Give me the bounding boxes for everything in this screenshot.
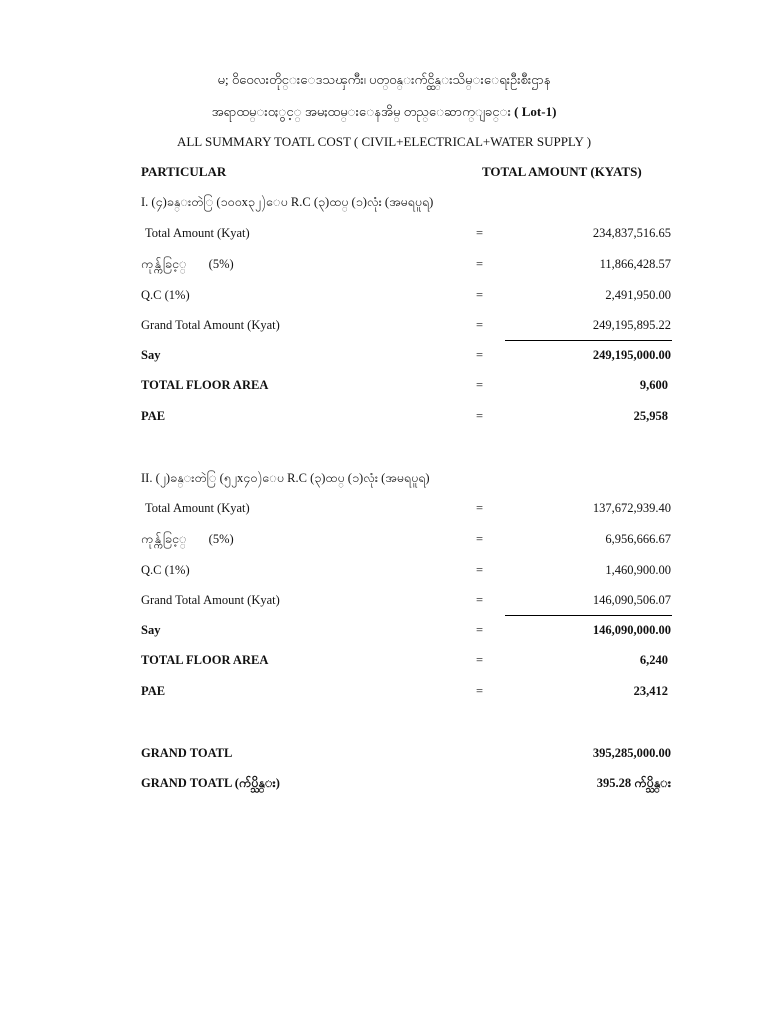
equals-sign: = (476, 226, 484, 240)
equals-sign: = (476, 532, 484, 546)
section-2-grand-total-value: 146,090,506.07 (592, 593, 671, 607)
equals-sign: = (476, 623, 484, 637)
sum-underline (505, 615, 672, 616)
section-1-floor-area-label: TOTAL FLOOR AREA (141, 378, 269, 392)
section-1-pae-value: 25,958 (633, 409, 668, 423)
contingency-percent: (5%) (208, 257, 234, 271)
equals-sign: = (476, 378, 484, 392)
section-1-grand-total-value: 249,195,895.22 (592, 318, 671, 332)
equals-sign: = (476, 563, 484, 577)
document-title-line2 (0, 104, 768, 123)
section-1-qc-value: 2,491,950.00 (605, 288, 671, 302)
section-2-total-amount-value: 137,672,939.40 (592, 501, 671, 515)
section-1-total-amount-label: Total Amount (Kyat) (145, 226, 250, 240)
section-2-heading: II. (၂)ခန္းတဲြ (၅၂x၄၀)ေပ R.C (၃)ထပ္ (၁)လုံး (အမရပူရ) (141, 471, 430, 485)
section-1-total-amount-value: 234,837,516.65 (592, 226, 671, 240)
equals-sign: = (476, 288, 484, 302)
section-1-contingency-value: 11,866,428.57 (599, 257, 671, 271)
column-header-total-amount: TOTAL AMOUNT (KYATS) (482, 164, 642, 179)
section-1-floor-area-value: 9,600 (639, 378, 668, 392)
section-2-contingency-label: ကုန္က်ခြင့္ (5%) (141, 532, 234, 546)
section-2-qc-label: Q.C (1%) (141, 563, 190, 577)
contingency-percent: (5%) (208, 532, 234, 546)
section-2-total-amount-label: Total Amount (Kyat) (145, 501, 250, 515)
section-2-say-value: 146,090,000.00 (592, 623, 671, 637)
equals-sign: = (476, 318, 484, 332)
grand-total-value: 395,285,000.00 (592, 746, 671, 760)
document-title-line1: မ; ဝိဝေလးတိုင္းေဒသၾကီး၊ ပတ္ဝန္းက်င္ထိန္းသိမ္းေရးဦးစီးဌာန (217, 72, 551, 87)
equals-sign: = (476, 348, 484, 362)
section-1-contingency-label: ကုန္က်ခြင့္ (5%) (141, 257, 234, 271)
section-1-heading: I. (၄)ခန္းတဲြ (၁၀၀x၃၂)ေပ R.C (၃)ထပ္ (၁)လုံး (အမရပူရ) (141, 195, 434, 209)
grand-total-label: GRAND TOATL (141, 746, 233, 760)
section-1-say-value: 249,195,000.00 (592, 348, 671, 362)
sum-underline (505, 340, 672, 341)
section-1-say-label: Say (141, 348, 161, 362)
section-1-grand-total-label: Grand Total Amount (Kyat) (141, 318, 280, 332)
equals-sign: = (476, 653, 484, 667)
equals-sign: = (476, 409, 484, 423)
section-2-qc-value: 1,460,900.00 (605, 563, 671, 577)
equals-sign: = (476, 501, 484, 515)
section-2-floor-area-value: 6,240 (639, 653, 668, 667)
section-2-contingency-value: 6,956,666.67 (605, 532, 671, 546)
column-header-particular: PARTICULAR (141, 164, 227, 179)
section-2-floor-area-label: TOTAL FLOOR AREA (141, 653, 269, 667)
title-line2-text: အရာထမ္း၀ႏွင့္ အမႈထမ္းေနအိမ္ တည္ေဆာက္ျခင္း (211, 104, 511, 119)
section-2-say-label: Say (141, 623, 161, 637)
grand-total-lakh-label: GRAND TOATL (က်ပ္သိန္း) (141, 776, 280, 790)
section-1-pae-label: PAE (141, 409, 166, 423)
section-2-pae-value: 23,412 (633, 684, 668, 698)
equals-sign: = (476, 593, 484, 607)
section-2-grand-total-label: Grand Total Amount (Kyat) (141, 593, 280, 607)
lot-label: ( Lot-1) (514, 104, 557, 119)
section-1-qc-label: Q.C (1%) (141, 288, 190, 302)
section-2-pae-label: PAE (141, 684, 166, 698)
document-subtitle: ALL SUMMARY TOATL COST ( CIVIL+ELECTRICAL+WATER SUPPLY ) (176, 134, 592, 149)
grand-total-lakh-value: 395.28 က်ပ္သိန္း (596, 776, 671, 790)
equals-sign: = (476, 257, 484, 271)
equals-sign: = (476, 684, 484, 698)
